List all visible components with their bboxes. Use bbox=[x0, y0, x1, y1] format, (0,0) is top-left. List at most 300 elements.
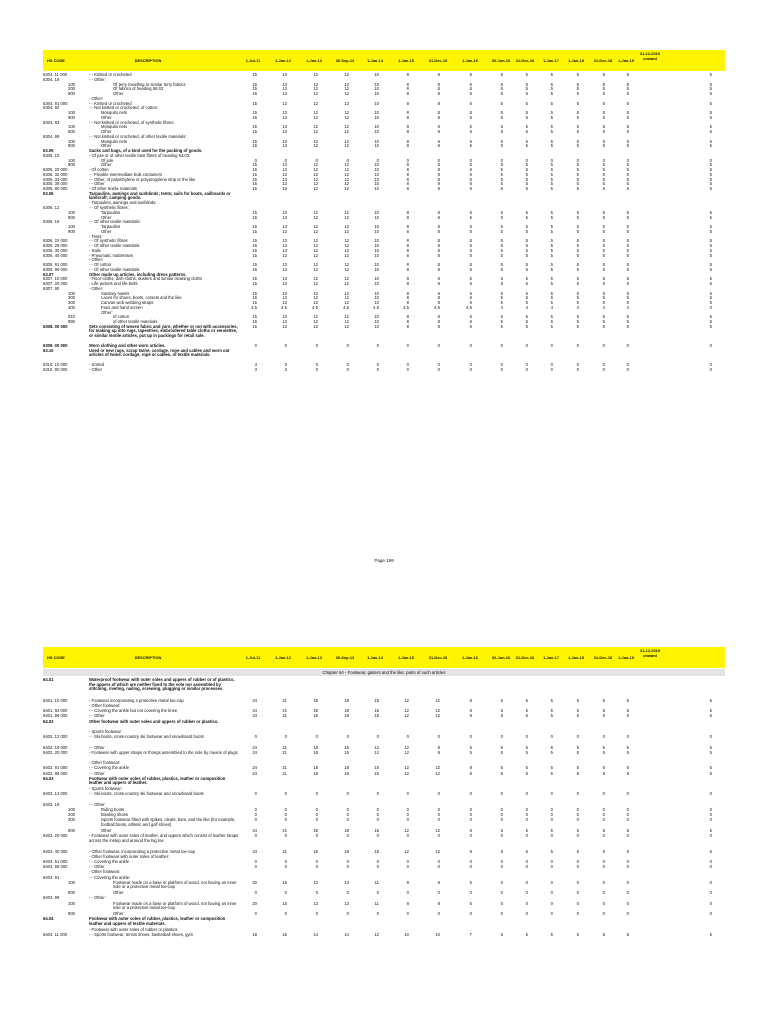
duty-rate: 5 bbox=[500, 72, 503, 77]
duty-rate: 5 bbox=[709, 931, 712, 937]
duty-rate: 0 bbox=[602, 859, 605, 864]
duty-rate: 0 bbox=[550, 157, 553, 163]
duty-rate: 5 bbox=[602, 931, 605, 937]
duty-rate: 5 bbox=[525, 143, 528, 149]
duty-rate: 8 bbox=[437, 238, 440, 244]
duty-rate: 10 bbox=[374, 110, 379, 115]
duty-rate: 0 bbox=[406, 911, 409, 916]
duty-rate: 8 bbox=[406, 167, 409, 172]
duty-rate: 12 bbox=[344, 143, 349, 149]
duty-rate: 0 bbox=[550, 342, 553, 348]
column-header: 30-Sep-13 bbox=[335, 58, 355, 63]
hs-code: 200 bbox=[68, 812, 75, 818]
duty-rate: 5 bbox=[550, 713, 553, 719]
duty-rate: 5 bbox=[626, 697, 629, 703]
duty-rate: 8 bbox=[437, 749, 440, 755]
duty-rate: 5 bbox=[525, 124, 528, 130]
duty-rate: 5 bbox=[602, 765, 605, 771]
duty-rate: 5 bbox=[525, 100, 528, 106]
duty-rate: 0 bbox=[406, 812, 409, 818]
duty-rate: 0 bbox=[406, 342, 409, 348]
duty-rate: 5 bbox=[550, 848, 553, 854]
column-header: 1-Jan-13 bbox=[306, 58, 322, 63]
duty-rate: 4.5 bbox=[281, 304, 287, 310]
duty-rate: 12 bbox=[344, 162, 349, 168]
duty-rate: 5 bbox=[709, 138, 712, 144]
duty-rate: 5 bbox=[709, 238, 712, 244]
duty-rate: 12 bbox=[374, 749, 379, 755]
duty-rate: 5 bbox=[626, 110, 629, 115]
duty-rate: 15 bbox=[252, 186, 257, 191]
duty-rate: 8 bbox=[437, 252, 440, 258]
duty-rate: 6 bbox=[469, 276, 472, 282]
duty-rate: 5 bbox=[550, 708, 553, 714]
duty-rate: 5 bbox=[626, 162, 629, 168]
table-header bbox=[43, 50, 725, 71]
duty-rate: 6 bbox=[469, 238, 472, 244]
duty-rate: 5 bbox=[602, 281, 605, 286]
duty-rate: 5 bbox=[602, 276, 605, 282]
duty-rate: 13 bbox=[282, 228, 287, 234]
column-header: 30-Jun-16 bbox=[491, 58, 511, 63]
duty-rate: 8 bbox=[469, 848, 472, 854]
description: Footwear with outer soles of rubber, plastics, leather or composition leather and uppers of leather. bbox=[89, 775, 226, 786]
duty-rate: 15 bbox=[252, 224, 257, 229]
duty-rate: 10 bbox=[374, 295, 379, 301]
duty-rate: 12 bbox=[344, 91, 349, 96]
duty-rate: 0 bbox=[500, 366, 503, 372]
duty-rate: 5 bbox=[500, 243, 503, 248]
description: Sanitary towels bbox=[101, 290, 130, 296]
duty-rate: 5 bbox=[550, 91, 553, 96]
description: - Tents: bbox=[89, 233, 103, 239]
duty-rate: 13 bbox=[282, 300, 287, 305]
description: Bowling shoes bbox=[101, 812, 129, 818]
duty-rate: 10 bbox=[374, 266, 379, 272]
duty-rate: 8 bbox=[406, 181, 409, 187]
duty-rate: 5 bbox=[500, 124, 503, 130]
duty-rate: 5 bbox=[602, 129, 605, 134]
duty-rate: 5 bbox=[602, 708, 605, 714]
duty-rate: 5 bbox=[525, 770, 528, 776]
duty-rate: 4.5 bbox=[312, 304, 318, 310]
duty-rate: 0 bbox=[602, 342, 605, 348]
duty-rate: 8 bbox=[437, 124, 440, 130]
duty-rate: 15 bbox=[252, 100, 257, 106]
duty-rate: 0 bbox=[254, 157, 257, 163]
column-header: 1-Jan-14 bbox=[367, 655, 383, 660]
duty-rate: 15 bbox=[252, 167, 257, 172]
duty-rate: 0 bbox=[576, 890, 579, 896]
hs-code: 100 bbox=[68, 124, 75, 130]
duty-rate: 5 bbox=[626, 86, 629, 92]
duty-rate: 0 bbox=[469, 342, 472, 348]
duty-rate: 8 bbox=[406, 224, 409, 229]
duty-rate: 5 bbox=[709, 143, 712, 149]
hs-code: 100 bbox=[68, 138, 75, 144]
duty-rate: 5 bbox=[500, 214, 503, 220]
duty-rate: 8 bbox=[406, 91, 409, 96]
duty-rate: 5 bbox=[576, 262, 579, 267]
duty-rate: 0 bbox=[709, 817, 712, 823]
description: - - Knitted or crocheted bbox=[89, 100, 132, 106]
duty-rate: 13 bbox=[282, 167, 287, 172]
duty-rate: 15 bbox=[252, 72, 257, 77]
duty-rate: 5 bbox=[500, 323, 503, 329]
duty-rate: 5 bbox=[576, 314, 579, 320]
description: - Footwear with outer soles of leather, and uppers which consist of leather straps across the instep and around the big toe bbox=[89, 833, 239, 843]
duty-rate: 6 bbox=[469, 86, 472, 92]
duty-rate: 13 bbox=[282, 72, 287, 77]
duty-rate: 15 bbox=[374, 708, 379, 714]
duty-rate: 0 bbox=[284, 890, 287, 896]
duty-rate: 5 bbox=[500, 319, 503, 324]
duty-rate: 5 bbox=[500, 281, 503, 286]
description: - - Other: bbox=[89, 895, 106, 901]
duty-rate: 0 bbox=[315, 911, 318, 916]
duty-rate: 4.5 bbox=[466, 304, 472, 310]
duty-rate: 8 bbox=[406, 262, 409, 267]
duty-rate: 0 bbox=[500, 864, 503, 870]
duty-rate: 8 bbox=[437, 138, 440, 144]
column-header: 1-Jan-14 bbox=[367, 58, 383, 63]
duty-rate: 5 bbox=[626, 281, 629, 286]
duty-rate: 5 bbox=[525, 262, 528, 267]
duty-rate: 5 bbox=[626, 247, 629, 253]
duty-rate: 0 bbox=[315, 807, 318, 812]
duty-rate: 5 bbox=[525, 209, 528, 215]
duty-rate: 5 bbox=[626, 744, 629, 750]
duty-rate: 0 bbox=[525, 890, 528, 896]
column-header: DESCRIPTION bbox=[134, 655, 162, 660]
duty-rate: 5 bbox=[576, 243, 579, 248]
duty-rate: 15 bbox=[374, 697, 379, 703]
duty-rate: 20 bbox=[252, 900, 257, 906]
duty-rate: 5 bbox=[500, 252, 503, 258]
duty-rate: 5 bbox=[602, 319, 605, 324]
duty-rate: 5 bbox=[626, 262, 629, 267]
duty-rate: 0 bbox=[626, 157, 629, 163]
duty-rate: 12 bbox=[313, 224, 318, 229]
duty-rate: 0 bbox=[346, 157, 349, 163]
duty-rate: 5 bbox=[709, 214, 712, 220]
duty-rate: 12 bbox=[313, 129, 318, 134]
description: - Footwear incorporating a protective metal toe-cap bbox=[89, 697, 184, 703]
duty-rate: 5 bbox=[602, 72, 605, 77]
duty-rate: 4 bbox=[626, 304, 629, 310]
duty-rate: 6 bbox=[469, 281, 472, 286]
duty-rate: 0 bbox=[469, 366, 472, 372]
duty-rate: 12 bbox=[404, 708, 409, 714]
duty-rate: 0 bbox=[254, 791, 257, 797]
duty-rate: 5 bbox=[550, 931, 553, 937]
duty-rate: 5 bbox=[602, 744, 605, 750]
duty-rate: 15 bbox=[252, 314, 257, 320]
duty-rate: 6 bbox=[469, 186, 472, 191]
duty-rate: 5 bbox=[525, 86, 528, 92]
duty-rate: 8 bbox=[469, 713, 472, 719]
duty-rate: 5 bbox=[525, 300, 528, 305]
duty-rate: 5 bbox=[626, 214, 629, 220]
duty-rate: 10 bbox=[374, 167, 379, 172]
duty-rate: 0 bbox=[406, 890, 409, 896]
description: Other bbox=[101, 143, 112, 149]
duty-rate: 0 bbox=[550, 817, 553, 823]
duty-rate: 5 bbox=[550, 143, 553, 149]
description: - - Ski-boots, cross-country ski footwear and snowboard boots bbox=[89, 734, 204, 740]
duty-rate: 5 bbox=[709, 81, 712, 87]
duty-rate: 8 bbox=[437, 214, 440, 220]
duty-rate: 8 bbox=[437, 100, 440, 106]
duty-rate: 5 bbox=[525, 697, 528, 703]
duty-rate: 0 bbox=[602, 911, 605, 916]
duty-rate: 15 bbox=[252, 143, 257, 149]
duty-rate: 15 bbox=[252, 319, 257, 324]
duty-rate: 6 bbox=[469, 91, 472, 96]
duty-rate: 0 bbox=[469, 864, 472, 870]
duty-rate: 10 bbox=[374, 323, 379, 329]
duty-rate: 5 bbox=[709, 181, 712, 187]
duty-rate: 12 bbox=[313, 319, 318, 324]
description: - - Flexible intermediate bulk containers bbox=[89, 171, 163, 177]
duty-rate: 8 bbox=[437, 243, 440, 248]
duty-rate: 8 bbox=[406, 138, 409, 144]
duty-rate: 13 bbox=[344, 879, 349, 885]
duty-rate: 5 bbox=[500, 171, 503, 177]
duty-rate: 13 bbox=[282, 138, 287, 144]
description: - Footwear with outer soles of rubber or plastics: bbox=[89, 926, 179, 932]
duty-rate: 5 bbox=[469, 900, 472, 906]
duty-rate: 5 bbox=[576, 827, 579, 833]
duty-rate: 0 bbox=[500, 791, 503, 797]
duty-rate: 0 bbox=[469, 833, 472, 838]
duty-rate: 5 bbox=[626, 848, 629, 854]
description: Other bbox=[101, 114, 112, 120]
duty-rate: 0 bbox=[346, 734, 349, 740]
duty-rate: 5 bbox=[602, 176, 605, 182]
column-header: HS CODE bbox=[47, 655, 65, 660]
duty-rate: 10 bbox=[374, 319, 379, 324]
duty-rate: 5 bbox=[550, 749, 553, 755]
description: - Sports footwear: bbox=[89, 729, 123, 734]
description: - Other: bbox=[89, 95, 104, 101]
duty-rate: 5 bbox=[525, 295, 528, 301]
duty-rate: 5 bbox=[500, 300, 503, 305]
duty-rate: 0 bbox=[525, 791, 528, 797]
hs-code: 6305. 32 000 bbox=[43, 171, 68, 177]
description: Waterproof footwear with outer soles and uppers of rubber or of plastics, the uppers of which are neither fixed to the sole nor assembled by stitching, riveting, nailing, screwing, plugging or similar processes. bbox=[89, 677, 235, 692]
duty-rate: 0 bbox=[284, 911, 287, 916]
description: Tarpaulins bbox=[101, 224, 121, 229]
duty-rate: 5 bbox=[550, 228, 553, 234]
duty-rate: 0 bbox=[437, 833, 440, 838]
duty-rate: 5 bbox=[576, 770, 579, 776]
duty-rate: 5 bbox=[602, 91, 605, 96]
duty-rate: 5 bbox=[602, 124, 605, 130]
duty-rate: 12 bbox=[374, 744, 379, 750]
hs-code: 900 bbox=[68, 827, 75, 833]
duty-rate: 13 bbox=[282, 281, 287, 286]
duty-rate: 11 bbox=[374, 900, 379, 906]
duty-rate: 5 bbox=[709, 281, 712, 286]
duty-rate: 0 bbox=[626, 807, 629, 812]
duty-rate: 5 bbox=[550, 770, 553, 776]
duty-rate: 5 bbox=[525, 713, 528, 719]
description: Tarpaulins bbox=[101, 209, 121, 215]
duty-rate: 0 bbox=[626, 890, 629, 896]
duty-rate: 0 bbox=[602, 812, 605, 818]
duty-rate: 5 bbox=[576, 276, 579, 282]
duty-rate: 5 bbox=[626, 749, 629, 755]
duty-rate: 5 bbox=[602, 100, 605, 106]
duty-rate: 0 bbox=[500, 734, 503, 740]
duty-rate: 0 bbox=[525, 342, 528, 348]
column-header: 1-Jan-19 bbox=[618, 58, 634, 63]
duty-rate: 5 bbox=[500, 713, 503, 719]
duty-rate: 8 bbox=[469, 827, 472, 833]
duty-rate: 8 bbox=[406, 72, 409, 77]
duty-rate: 5 bbox=[602, 143, 605, 149]
duty-rate: 0 bbox=[346, 890, 349, 896]
column-header: 1-Jan-15 bbox=[398, 655, 414, 660]
duty-rate: 14 bbox=[313, 931, 318, 937]
duty-rate: 12 bbox=[344, 129, 349, 134]
duty-rate: 8 bbox=[406, 238, 409, 244]
duty-rate: 0 bbox=[626, 900, 629, 906]
duty-rate: 5 bbox=[576, 931, 579, 937]
duty-rate: 5 bbox=[525, 281, 528, 286]
duty-rate: 5 bbox=[500, 176, 503, 182]
duty-rate: 5 bbox=[626, 243, 629, 248]
hs-code: 6403. 99 bbox=[43, 895, 60, 901]
description: Laces for shoes, boots, corsets and the like bbox=[101, 295, 182, 301]
duty-rate: 5 bbox=[602, 295, 605, 301]
duty-rate: 5 bbox=[602, 266, 605, 272]
duty-rate: 13 bbox=[282, 290, 287, 296]
duty-rate: 12 bbox=[344, 266, 349, 272]
duty-rate: 5 bbox=[550, 124, 553, 130]
duty-rate: 5 bbox=[500, 162, 503, 168]
hs-code: 6306. 40 000 bbox=[43, 252, 68, 258]
duty-rate: 5 bbox=[500, 276, 503, 282]
duty-rate: 15 bbox=[252, 91, 257, 96]
duty-rate: 0 bbox=[709, 791, 712, 797]
duty-rate: 8 bbox=[406, 129, 409, 134]
duty-rate: 5 bbox=[525, 228, 528, 234]
duty-rate: 12 bbox=[344, 81, 349, 87]
duty-rate: 0 bbox=[284, 864, 287, 870]
duty-rate: 6 bbox=[469, 129, 472, 134]
duty-rate: 5 bbox=[602, 300, 605, 305]
duty-rate: 12 bbox=[435, 765, 440, 771]
duty-rate: 0 bbox=[315, 791, 318, 797]
duty-rate: 18 bbox=[313, 770, 318, 776]
duty-rate: 4 bbox=[576, 304, 579, 310]
duty-rate: 0 bbox=[437, 734, 440, 740]
duty-rate: 0 bbox=[284, 817, 287, 823]
column-header: 31-Dec-16 bbox=[515, 655, 535, 660]
duty-rate: 5 bbox=[576, 281, 579, 286]
duty-rate: 5 bbox=[709, 243, 712, 248]
duty-rate: 0 bbox=[550, 833, 553, 838]
duty-rate: 12 bbox=[313, 114, 318, 120]
duty-rate: 21 bbox=[282, 713, 287, 719]
duty-rate: 4 bbox=[602, 304, 605, 310]
duty-rate: 12 bbox=[435, 827, 440, 833]
duty-rate: 21 bbox=[282, 770, 287, 776]
duty-rate: 0 bbox=[709, 366, 712, 372]
duty-rate: 15 bbox=[344, 744, 349, 750]
duty-rate: 5 bbox=[626, 143, 629, 149]
duty-rate: 21 bbox=[282, 765, 287, 771]
description: - - Other bbox=[89, 864, 105, 870]
duty-rate: 10 bbox=[374, 171, 379, 177]
duty-rate: 5 bbox=[602, 209, 605, 215]
duty-rate: 12 bbox=[313, 100, 318, 106]
hs-code: 6306. 99 000 bbox=[43, 266, 68, 272]
duty-rate: 8 bbox=[437, 224, 440, 229]
duty-rate: 5 bbox=[500, 314, 503, 320]
duty-rate: 8 bbox=[406, 879, 409, 885]
description: Fans and hand screen bbox=[101, 304, 143, 310]
duty-rate: 12 bbox=[313, 186, 318, 191]
duty-rate: 5 bbox=[576, 697, 579, 703]
duty-rate: 5 bbox=[550, 86, 553, 92]
duty-rate: 12 bbox=[344, 186, 349, 191]
duty-rate: 0 bbox=[709, 900, 712, 906]
duty-rate: 0 bbox=[500, 900, 503, 906]
hs-code: 64.01 bbox=[43, 677, 54, 682]
description: Sports footwear fitted with spikes, cleats, bars, and the like (for example, football boots, athletic and golf shoes) bbox=[101, 817, 236, 827]
duty-rate: 12 bbox=[344, 238, 349, 244]
duty-rate: 18 bbox=[344, 848, 349, 854]
duty-rate: 5 bbox=[550, 114, 553, 120]
duty-rate: 0 bbox=[406, 807, 409, 812]
duty-rate: 5 bbox=[709, 176, 712, 182]
duty-rate: 0 bbox=[376, 864, 379, 870]
duty-rate: 4 bbox=[525, 304, 528, 310]
hs-code: 100 bbox=[68, 290, 75, 296]
hs-code: 6307. 10 000 bbox=[43, 276, 68, 282]
description: - Other footwear, incorporating a protective metal toe-cap bbox=[89, 848, 195, 854]
duty-rate: 5 bbox=[709, 247, 712, 253]
duty-rate: 5 bbox=[525, 181, 528, 187]
duty-rate: 13 bbox=[282, 243, 287, 248]
duty-rate: 5 bbox=[500, 100, 503, 106]
duty-rate: 5 bbox=[576, 186, 579, 191]
duty-rate: 0 bbox=[602, 833, 605, 838]
description: Other bbox=[101, 228, 112, 234]
description: - Tarpaulins, awnings and sunblinds: bbox=[89, 200, 157, 206]
duty-rate: 5 bbox=[550, 224, 553, 229]
hs-code: 6306. 30 000 bbox=[43, 247, 68, 253]
duty-rate: 8 bbox=[406, 86, 409, 92]
duty-rate: 5 bbox=[576, 114, 579, 120]
duty-rate: 18 bbox=[313, 708, 318, 714]
description: - - Covering the ankle bbox=[89, 859, 130, 864]
duty-rate: 21 bbox=[282, 744, 287, 750]
duty-rate: 15 bbox=[252, 300, 257, 305]
column-header: 1-Jan-17 bbox=[543, 655, 559, 660]
duty-rate: 5 bbox=[602, 214, 605, 220]
duty-rate: 6 bbox=[469, 262, 472, 267]
duty-rate: 0 bbox=[500, 879, 503, 885]
duty-rate: 0 bbox=[469, 911, 472, 916]
duty-rate: 0 bbox=[709, 361, 712, 367]
duty-rate: 0 bbox=[376, 890, 379, 896]
hs-code: 6304. 99 bbox=[43, 133, 60, 139]
duty-rate: 12 bbox=[313, 81, 318, 87]
